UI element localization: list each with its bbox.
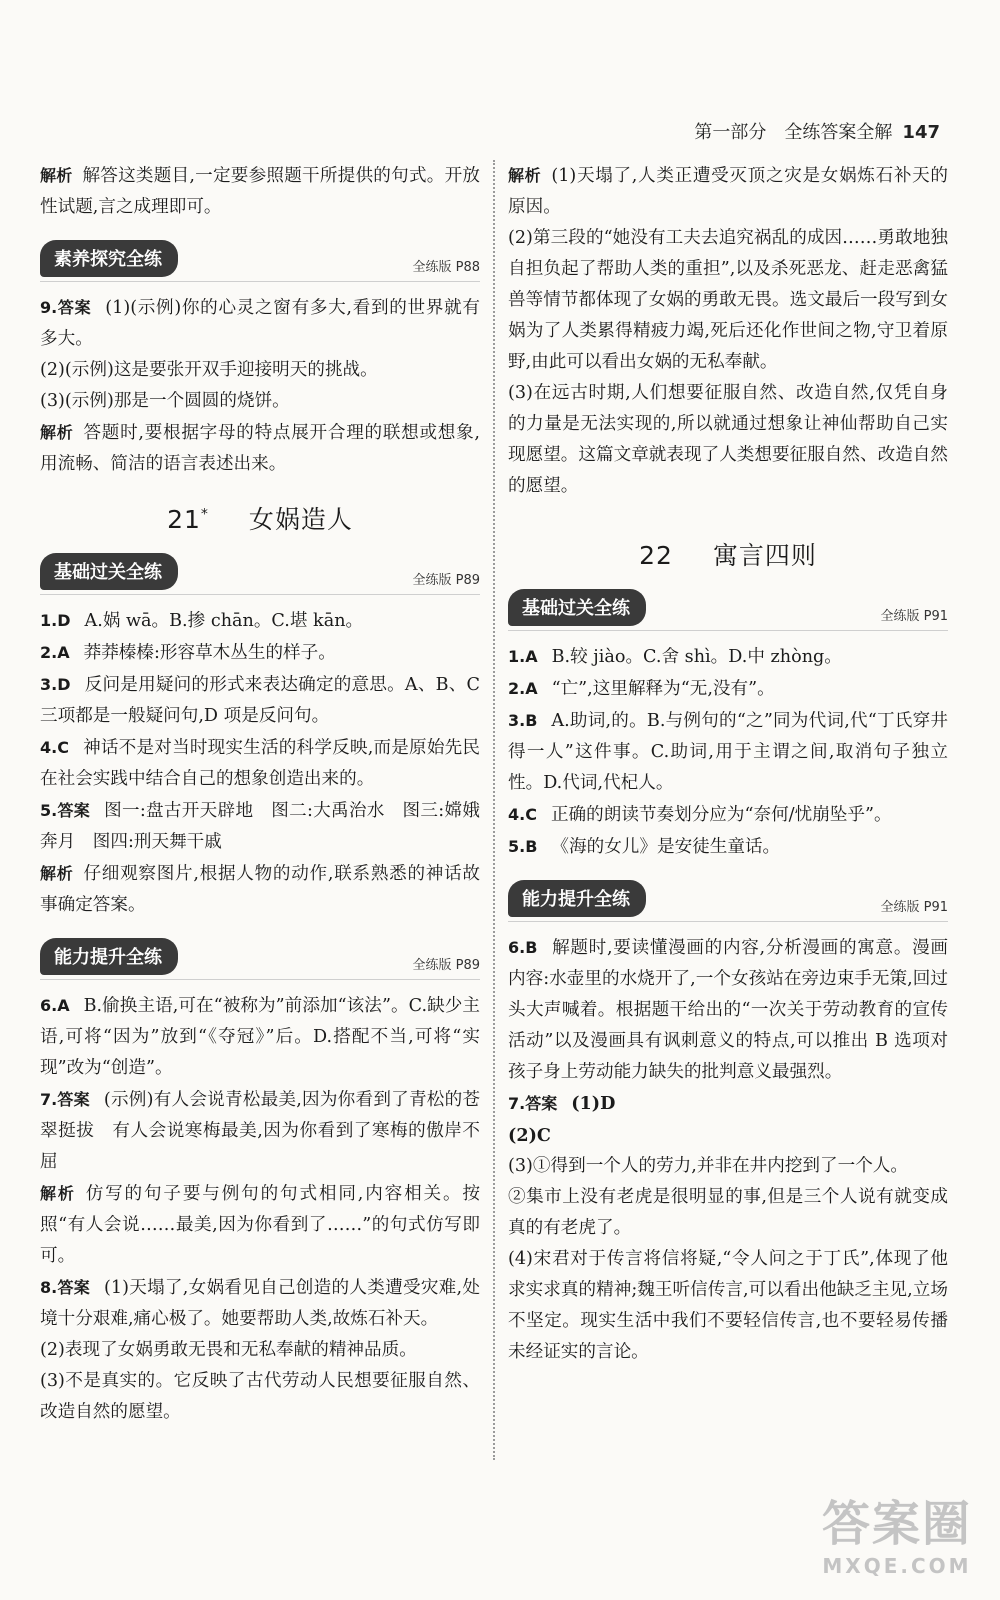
chapter-title: 21* 女娲造人 [167,505,353,534]
analysis-paragraph: 解析 答题时,要根据字母的特点展开合理的联想或想象,用流畅、简洁的语言表述出来。 [40,423,480,474]
answer-item: 1.D A.娲 wā。B.掺 chān。C.堪 kān。 [40,611,364,631]
section-header [508,590,948,631]
section-page-ref: 全练版 P91 [880,900,948,915]
analysis-subitem: (3)在远古时期,人们想要征服自然、改造自然,仅凭自身的力量是无法实现的,所以就通过想象让神仙帮助自己实现愿望。这篇文章就表现了人类想要征服自然、改造自然的愿望。 [508,383,948,496]
section-title-pill: 基础过关全练 [508,589,646,626]
chapter-title: 22 寓言四则 [639,541,817,570]
site-watermark: 答案圈 MXQE.COM [821,1496,972,1578]
answer-item: 4.C 神话不是对当时现实生活的科学反映,而是原始先民在社会实践中结合自己的想象创造出来的。 [40,738,480,789]
right-column [508,160,948,1368]
section-title-pill: 能力提升全练 [40,938,178,975]
answer-item: 6.A B.偷换主语,可在“被称为”前添加“该法”。C.缺少主语,可将“因为”放到“《夺冠》”后。D.搭配不当,可将“实现”改为“创造”。 [40,996,480,1078]
page-number: 147 [902,122,940,143]
answer-subitem: ②集市上没有老虎是很明显的事,但是三个人说有就变成真的有老虎了。 [508,1187,948,1238]
section-page-ref: 全练版 P89 [412,958,480,973]
column-divider [493,160,495,1460]
answer-item: 5.B 《海的女儿》是安徒生童话。 [508,837,781,857]
section-header [508,881,948,922]
answer-item: 2.A 莽莽榛榛:形容草木丛生的样子。 [40,643,336,663]
answer-item: 7.答案 (示例)有人会说青松最美,因为你看到了青松的苍翠挺拔 有人会说寒梅最美,因为你看到了寒梅的傲岸不屈 [40,1090,480,1172]
section-page-ref: 全练版 P89 [412,573,480,588]
answer-subitem: (3)(示例)那是一个圆圆的烧饼。 [40,391,290,411]
answer-item: 6.B 解题时,要读懂漫画的内容,分析漫画的寓意。漫画内容:水壶里的水烧开了,一个女孩站在旁边束手无策,回过头大声喊着。根据题干给出的“一次关于劳动教育的宣传活动”以及漫画具有讽刺意义的特点,可以推出 B 选项对孩子身上劳动能力缺失的批判意义最强烈。 [508,938,948,1082]
answer-item: 7.答案 (1)D [508,1093,616,1114]
analysis-label: 解析 [40,166,73,185]
section-title-pill: 能力提升全练 [508,880,646,917]
analysis-paragraph: 解析 仿写的句子要与例句的句式相同,内容相关。按照“有人会说……最美,因为你看到了……”的句式仿写即可。 [40,1184,480,1266]
section-header [40,939,480,980]
section-page-ref: 全练版 P91 [880,609,948,624]
answer-item: 1.A B.较 jiào。C.舍 shì。D.中 zhòng。 [508,647,842,667]
section-header [40,241,480,282]
answer-item: 3.B A.助词,的。B.与例句的“之”同为代词,代“丁氏穿井得一人”这件事。C.助词,用于主谓之间,取消句子独立性。D.代词,代杞人。 [508,711,948,793]
answer-item: 5.答案 图一:盘古开天辟地 图二:大禹治水 图三:嫦娥奔月 图四:刑天舞干戚 [40,801,480,852]
running-header [694,118,940,144]
answer-item: 2.A “亡”,这里解释为“无,没有”。 [508,679,775,699]
answer-subitem: (2)表现了女娲勇敢无畏和无私奉献的精神品质。 [40,1340,417,1360]
section-title-pill: 基础过关全练 [40,553,178,590]
left-column [40,160,480,1428]
answer-subitem: (3)①得到一个人的劳力,并非在井内挖到了一个人。 [508,1156,908,1176]
section-title-pill: 素养探究全练 [40,240,178,277]
analysis-subitem: (2)第三段的“她没有工夫去追究祸乱的成因……勇敢地独自担负起了帮助人类的重担”,以及杀死恶龙、赶走恶禽猛兽等情节都体现了女娲的勇敢无畏。选文最后一段写到女娲为了人类累得精疲力竭,死后还化作世间之物,守卫着原野,由此可以看出女娲的无私奉献。 [508,228,948,372]
section-page-ref: 全练版 P88 [412,260,480,275]
answer-item: 9.答案 (1)(示例)你的心灵之窗有多大,看到的世界就有多大。 [40,298,480,349]
answer-subitem: (4)宋君对于传言将信将疑,“令人问之于丁氏”,体现了他求实求真的精神;魏王听信传言,可以看出他缺乏主见,立场不坚定。现实生活中我们不要轻信传言,也不要轻易传播未经证实的言论。 [508,1249,948,1362]
answer-subitem: (2)(示例)这是要张开双手迎接明天的挑战。 [40,360,378,380]
section-header [40,554,480,595]
answer-subitem: (3)不是真实的。它反映了古代劳动人民想要征服自然、改造自然的愿望。 [40,1371,480,1422]
analysis-paragraph: 解析 解答这类题目,一定要参照题干所提供的句式。开放性试题,言之成理即可。 [40,166,480,217]
answer-item: 3.D 反问是用疑问的形式来表达确定的意思。A、B、C 三项都是一般疑问句,D 项是反问句。 [40,675,480,726]
header-title: 第一部分 全练答案全解 [694,122,893,143]
analysis-paragraph: 解析 (1)天塌了,人类正遭受灭顶之灾是女娲炼石补天的原因。 [508,166,948,217]
answer-subitem: (2)C [508,1125,551,1146]
analysis-paragraph: 解析 仔细观察图片,根据人物的动作,联系熟悉的神话故事确定答案。 [40,864,480,915]
answer-item: 8.答案 (1)天塌了,女娲看见自己创造的人类遭受灾难,处境十分艰难,痛心极了。她要帮助人类,故炼石补天。 [40,1278,480,1329]
answer-item: 4.C 正确的朗读节奏划分应为“奈何/忧崩坠乎”。 [508,805,892,825]
